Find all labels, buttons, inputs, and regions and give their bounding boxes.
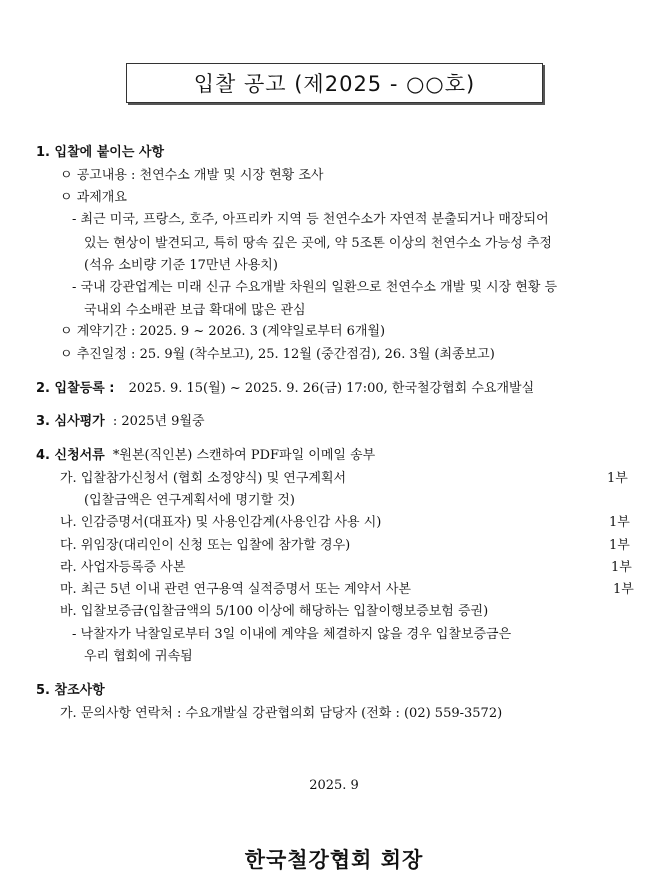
announcement-date: 2025. 9 xyxy=(309,778,359,793)
doc-da-copies: 1부 xyxy=(609,538,630,553)
section-2-heading: 2. 입찰등록 : xyxy=(36,381,115,396)
section-2 xyxy=(36,382,534,395)
section-4-heading: 4. 신청서류 xyxy=(36,448,105,463)
doc-ga-line-2: (입찰금액은 연구계획서에 명기할 것) xyxy=(84,493,295,508)
section-3 xyxy=(36,415,205,428)
bid-bond-note-line-2: 우리 협회에 귀속됨 xyxy=(84,649,193,664)
doc-ba: 바. 입찰보증금(입찰금액의 5/100 이상에 해당하는 입찰이행보증보험 증권) xyxy=(60,604,489,619)
issuer-signature: 한국철강협회 회장 xyxy=(244,848,424,872)
doc-ma-copies: 1부 xyxy=(613,582,634,597)
announcement-content: ㅇ 공고내용 : 천연수소 개발 및 시장 현황 조사 xyxy=(60,168,324,183)
overview-bullet-1-line-1: - 최근 미국, 프랑스, 호주, 아프리카 지역 등 천연수소가 자연적 분출되거나 매장되어 xyxy=(72,212,549,227)
section-3-heading: 3. 심사평가 xyxy=(36,414,105,429)
contract-period: ㅇ 계약기간 : 2025. 9 ~ 2026. 3 (계약일로부터 6개월) xyxy=(60,324,386,339)
overview-bullet-1-line-3: (석유 소비량 기준 17만년 사용치) xyxy=(84,258,278,273)
doc-na-copies: 1부 xyxy=(609,515,630,530)
doc-ga-line-1: 가. 입찰참가신청서 (협회 소정양식) 및 연구계획서 xyxy=(60,471,347,486)
doc-na: 나. 인감증명서(대표자) 및 사용인감계(사용인감 사용 시) xyxy=(60,515,382,530)
doc-ga-copies: 1부 xyxy=(607,471,628,486)
project-overview-label: ㅇ 과제개요 xyxy=(60,190,127,205)
registration-period: 2025. 9. 15(월) ~ 2025. 9. 26(금) 17:00, 한국철강협회 수요개발실 xyxy=(128,381,535,396)
bid-bond-note-line-1: - 낙찰자가 낙찰일로부터 3일 이내에 계약을 체결하지 않을 경우 입찰보증금은 xyxy=(72,627,512,642)
submission-note: *원본(직인본) 스캔하여 PDF파일 이메일 송부 xyxy=(112,448,376,463)
overview-bullet-1-line-2: 있는 현상이 발견되고, 특히 땅속 깊은 곳에, 약 5조톤 이상의 천연수소 가능성 추정 xyxy=(84,236,552,251)
overview-bullet-2-line-2: 국내외 수소배관 보급 확대에 많은 관심 xyxy=(84,303,306,318)
contact-info: 가. 문의사항 연락처 : 수요개발실 강관협의회 담당자 (전화 : (02) 559-3572) xyxy=(60,706,503,721)
doc-ra: 라. 사업자등록증 사본 xyxy=(60,560,186,575)
section-5-heading: 5. 참조사항 xyxy=(36,683,105,698)
overview-bullet-2-line-1: - 국내 강관업계는 미래 신규 수요개발 차원의 일환으로 천연수소 개발 및 시장 현황 등 xyxy=(72,280,558,295)
doc-da: 다. 위임장(대리인이 신청 또는 입찰에 참가할 경우) xyxy=(60,538,351,553)
section-4 xyxy=(36,449,375,462)
evaluation-timing: : 2025년 9월중 xyxy=(112,414,205,429)
schedule: ㅇ 추진일정 : 25. 9월 (착수보고), 25. 12월 (중간점검), 26. 3월 (최종보고) xyxy=(60,347,495,362)
doc-ra-copies: 1부 xyxy=(611,560,632,575)
section-1-heading: 1. 입찰에 붙이는 사항 xyxy=(36,145,165,160)
announcement-title: 입찰 공고 (제2025 - ○○호) xyxy=(126,63,543,103)
doc-ma: 마. 최근 5년 이내 관련 연구용역 실적증명서 또는 계약서 사본 xyxy=(60,582,411,597)
